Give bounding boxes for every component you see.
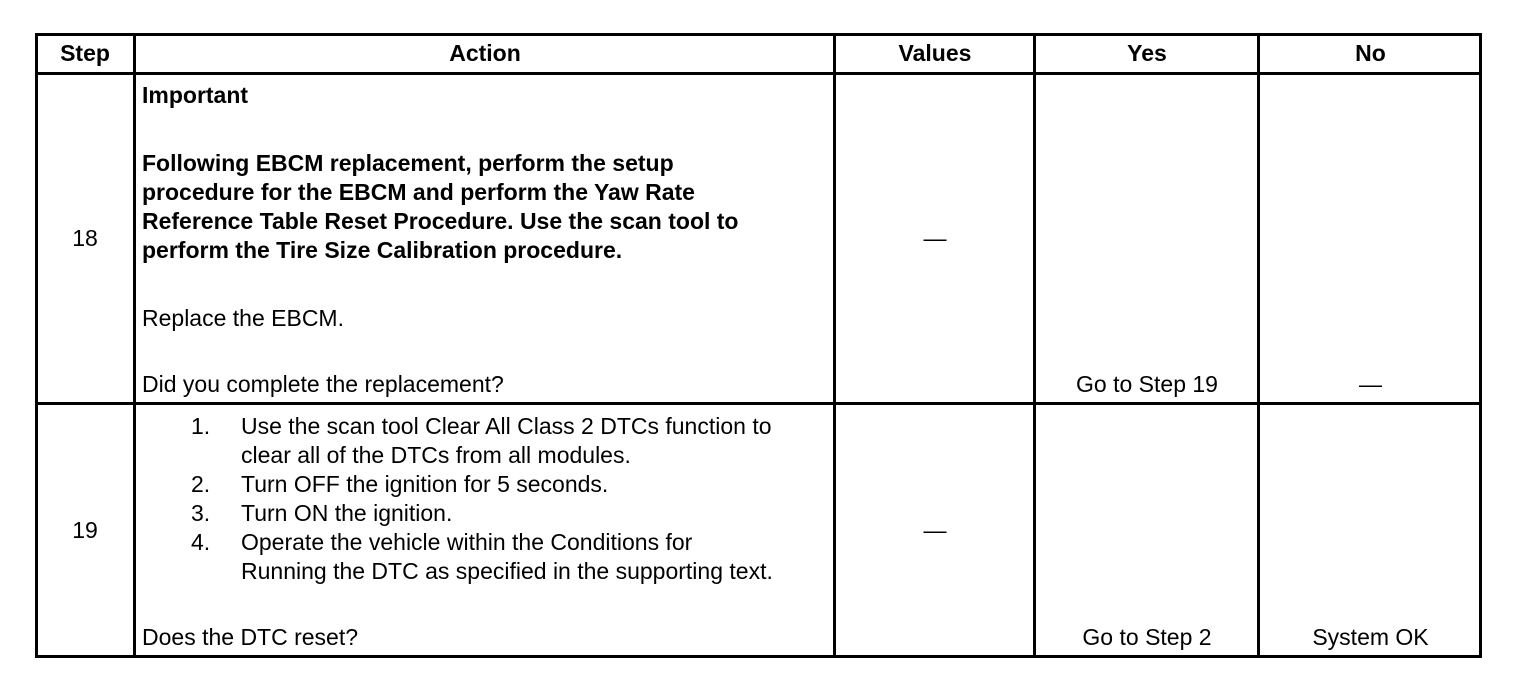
important-line: procedure for the EBCM and perform the Yaw Rate xyxy=(142,179,695,205)
important-line: Following EBCM replacement, perform the setup xyxy=(142,150,674,176)
column-divider xyxy=(1257,33,1260,658)
question-text: Did you complete the replacement? xyxy=(142,371,504,397)
important-line: perform the Tire Size Calibration procedure. xyxy=(142,237,623,263)
no-action: — xyxy=(1359,371,1382,397)
header-action: Action xyxy=(449,39,521,66)
row-divider xyxy=(35,402,1482,405)
header-step: Step xyxy=(60,39,110,66)
list-text: Turn OFF the ignition for 5 seconds. xyxy=(241,471,609,497)
header-yes: Yes xyxy=(1127,39,1167,66)
list-number: 2. xyxy=(191,471,211,497)
step-number: 18 xyxy=(72,225,98,251)
question-text: Does the DTC reset? xyxy=(142,624,359,650)
yes-action: Go to Step 2 xyxy=(1082,624,1212,650)
step-number: 19 xyxy=(72,516,98,543)
yes-action: Go to Step 19 xyxy=(1076,371,1218,397)
list-number: 3. xyxy=(191,500,211,526)
no-action: System OK xyxy=(1312,624,1429,650)
list-text: Turn ON the ignition. xyxy=(241,500,453,526)
list-text: clear all of the DTCs from all modules. xyxy=(241,442,631,468)
header-no: No xyxy=(1355,39,1386,66)
important-label: Important xyxy=(142,82,249,108)
list-text: Running the DTC as specified in the supporting text. xyxy=(241,558,773,584)
list-number: 1. xyxy=(191,413,211,439)
header-values: Values xyxy=(898,39,972,66)
list-text: Use the scan tool Clear All Class 2 DTCs function to xyxy=(241,413,772,439)
diagnostic-table xyxy=(35,33,1482,658)
instruction-text: Replace the EBCM. xyxy=(142,305,344,331)
list-number: 4. xyxy=(191,529,211,555)
values-cell: — xyxy=(923,516,947,543)
important-line: Reference Table Reset Procedure. Use the scan tool to xyxy=(142,208,739,234)
values-cell: — xyxy=(923,225,947,251)
list-text: Operate the vehicle within the Conditions for xyxy=(241,529,693,555)
